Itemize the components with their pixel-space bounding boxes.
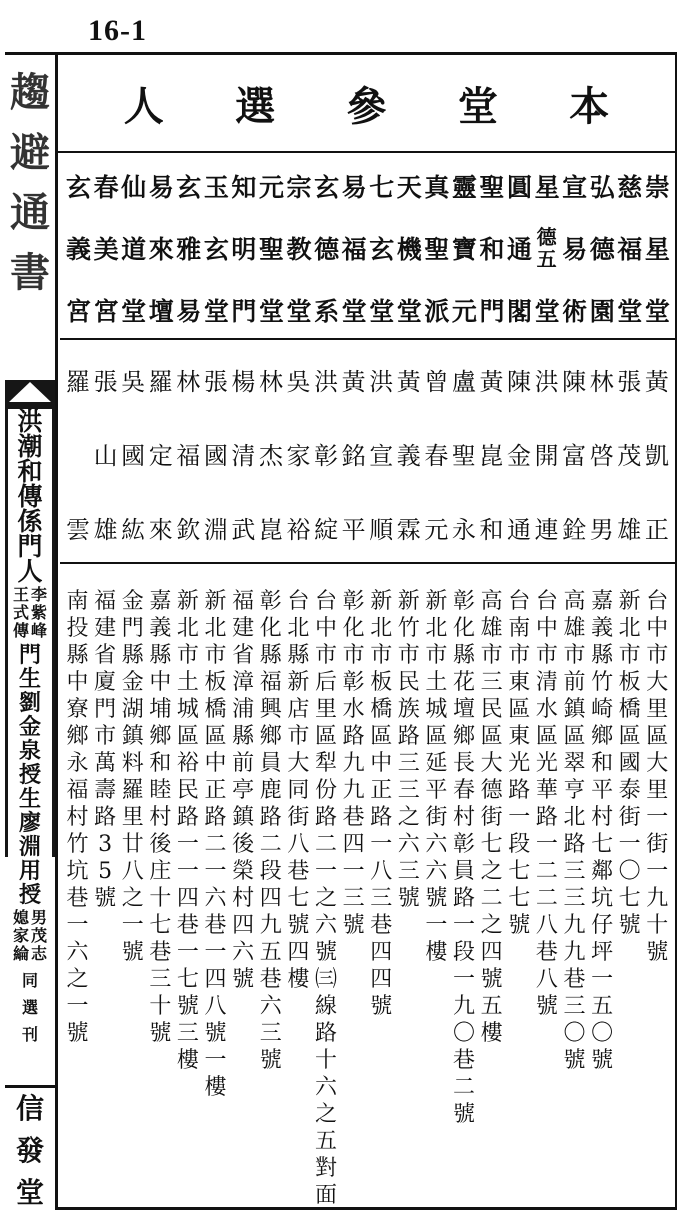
header-char: 選 [235, 82, 276, 130]
hall-char: 慈 [617, 173, 643, 202]
editors-pair [8, 909, 52, 963]
hall-char: 德 [314, 235, 340, 264]
note-char: 同 [21, 971, 38, 990]
editor-char: 洪 [17, 407, 43, 436]
hall-char: 玄 [369, 235, 395, 264]
editor-char: 潮 [17, 432, 43, 461]
disciple-char: 金 [18, 714, 41, 740]
disciple-char: 廖 [18, 810, 41, 836]
address-column: 新竹市民族路三三之六三號 [397, 589, 420, 911]
hall-char: 道 [121, 235, 147, 264]
person-name-char: 林 [589, 367, 614, 396]
header-char: 本 [569, 82, 610, 130]
address-column: 嘉義縣中埔鄉和睦村後庄十七巷三十號 [149, 589, 172, 1046]
person-name-char: 雄 [617, 515, 642, 544]
hall-char: 壇 [148, 297, 174, 326]
book-title-char: 通 [10, 189, 50, 236]
editor-pair-char: 綸 [12, 944, 29, 963]
person-name-char: 林 [176, 367, 201, 396]
addresses-section [60, 566, 675, 1206]
disciple-char: 泉 [18, 738, 41, 764]
address-columns [66, 588, 669, 1209]
person-name-char: 正 [644, 515, 669, 544]
hall-char: 堂 [121, 297, 147, 326]
hall-char: 堂 [644, 297, 670, 326]
note-char: 刊 [21, 1025, 38, 1044]
disciple-char: 授 [18, 762, 41, 788]
hall-char: 宗 [286, 173, 312, 202]
names-row-given1 [60, 416, 675, 490]
person-name-char: 通 [507, 515, 531, 544]
person-name-char: 茂 [617, 441, 642, 470]
hall-char: 真 [424, 173, 450, 202]
person-name-char: 洪 [534, 367, 559, 396]
spine-credits [8, 409, 52, 1139]
person-name-char: 和 [479, 515, 504, 544]
hall-char: 聖 [424, 235, 450, 264]
person-name-char: 聖 [451, 441, 476, 470]
editor-pair-char: 志 [30, 944, 47, 963]
spine [5, 55, 55, 1207]
editor-char: 門 [17, 532, 43, 561]
hall-char: 仙 [121, 173, 147, 202]
hall-char: 教 [286, 235, 312, 264]
book-title-char: 書 [10, 249, 50, 296]
person-name-char: 裕 [286, 515, 311, 544]
hall-char: 門 [479, 297, 505, 326]
person-name-char: 崑 [258, 515, 283, 544]
editor-pair-char: 媳 [12, 908, 29, 927]
co-editors-left [12, 586, 30, 640]
hall-char: 系 [314, 297, 340, 326]
spine-notch [9, 382, 51, 402]
note-column [8, 967, 52, 1048]
person-name-char: 陳 [507, 367, 531, 396]
hall-char: 術 [562, 297, 588, 326]
hall-char: 福 [341, 235, 367, 264]
person-name-char: 楊 [231, 367, 256, 396]
person-name-char: 定 [148, 441, 173, 470]
hall-char: 機 [396, 235, 422, 264]
hall-char: 易 [562, 235, 588, 264]
publisher-char: 信 [15, 1092, 44, 1125]
address-column: 新北市土城區延平街六六號一樓 [425, 589, 448, 965]
hall-char: 堂 [534, 297, 560, 326]
person-name-char: 羅 [66, 367, 90, 396]
co-editor-char: 王 [12, 585, 29, 604]
person-names-section [60, 342, 675, 564]
names-row-given2 [60, 490, 675, 564]
hall-char: 七 [369, 173, 395, 202]
person-name-char: 武 [231, 515, 256, 544]
editor-char: 人 [17, 557, 43, 586]
hall-char: 靈 [451, 173, 477, 202]
hall-char: 聖 [258, 235, 284, 264]
address-column: 台中市后里區犁份路二一之六號㈢線路十六之五對面 [314, 589, 337, 1208]
header-char: 堂 [457, 82, 498, 130]
hall-char: 和 [479, 235, 505, 264]
hall-char: 明 [231, 235, 257, 264]
hall-char: 義 [66, 235, 92, 264]
person-name-char: 雲 [66, 515, 90, 544]
hall-char: 春 [93, 173, 119, 202]
publisher [5, 1085, 55, 1210]
editor-char: 和 [17, 457, 43, 486]
person-name-char: 元 [424, 515, 449, 544]
person-name-char: 綻 [314, 515, 339, 544]
hall-char: 玄 [203, 235, 229, 264]
names-row-surname [60, 342, 675, 416]
person-name-char: 盧 [451, 367, 476, 396]
hall-char: 星 [534, 173, 560, 202]
person-name-char: 清 [231, 441, 256, 470]
person-name-char: 國 [203, 441, 228, 470]
book-title [5, 63, 55, 303]
hall-char: 宮 [66, 297, 92, 326]
person-name-char: 銓 [562, 515, 587, 544]
publisher-char: 發 [15, 1134, 44, 1167]
person-name-char: 開 [534, 441, 559, 470]
person-name-char: 永 [451, 515, 476, 544]
header-char: 人 [123, 82, 164, 130]
person-name-char: 義 [396, 441, 421, 470]
address-column: 福建省漳浦縣前亭鎮後榮村四六號 [232, 589, 255, 992]
address-column: 新北市板橋區中正路一八三巷四四號 [370, 589, 393, 1019]
hall-char: 堂 [617, 297, 643, 326]
person-name-char: 陳 [562, 367, 587, 396]
address-column: 台南市東區東光路一段七七號 [508, 589, 531, 938]
hall-char: 玄 [314, 173, 340, 202]
person-name-char: 凱 [644, 441, 669, 470]
person-name-char: 洪 [369, 367, 394, 396]
hall-char: 元 [258, 173, 284, 202]
hall-row-middle [60, 217, 675, 279]
publisher-char: 堂 [15, 1176, 44, 1209]
person-name-char: 雄 [93, 515, 118, 544]
address-column: 新北市板橋區國泰街一〇七號 [618, 589, 641, 938]
person-name-char: 金 [507, 441, 531, 470]
address-column: 金門縣金湖鎮料羅里廿八之一號 [121, 589, 144, 965]
co-editors-right [30, 586, 48, 640]
co-editor-char: 峰 [30, 621, 47, 640]
person-name-char: 張 [203, 367, 228, 396]
address-column: 高雄市三民區大德街七之二之四號五樓 [480, 589, 503, 1046]
hall-char: 德 [589, 235, 615, 264]
hall-char: 堂 [258, 297, 284, 326]
hall-char: 星 [644, 235, 670, 264]
person-name-char: 福 [176, 441, 201, 470]
hall-char: 門 [231, 297, 257, 326]
hall-char: 堂 [203, 297, 229, 326]
disciple-char: 劉 [18, 690, 41, 716]
hall-char: 天 [396, 173, 422, 202]
co-editor-char: 傳 [12, 621, 29, 640]
hall-char: 易 [176, 297, 202, 326]
editor-pair-char: 家 [12, 926, 29, 945]
person-name-char: 山 [93, 441, 118, 470]
person-name-char: 春 [424, 441, 449, 470]
co-editor-char: 李 [30, 585, 47, 604]
person-name-char: 黃 [341, 367, 366, 396]
person-name-char: 富 [562, 441, 587, 470]
editors-pair-left [12, 909, 30, 963]
editor-char: 傳 [17, 482, 43, 511]
co-editors [8, 586, 52, 640]
address-column: 福建省廈門市萬壽路35號 [94, 589, 117, 911]
hall-char: 閣 [507, 297, 533, 326]
spine-divider [55, 55, 58, 1207]
hall-char: 福 [617, 235, 643, 264]
person-name-char: 張 [617, 367, 642, 396]
person-name-char: 國 [121, 441, 146, 470]
disciple-char: 授 [18, 882, 41, 908]
person-name-char: 黃 [479, 367, 504, 396]
hall-char: 堂 [286, 297, 312, 326]
hall-char-part: 五 [536, 247, 557, 271]
hall-char: 宮 [93, 297, 119, 326]
person-name-char: 洪 [314, 367, 339, 396]
address-column: 彰化市彰水路九九巷四一三號 [342, 589, 365, 938]
hall-char: 堂 [341, 297, 367, 326]
disciple-char: 生 [18, 786, 41, 812]
person-name-char: 順 [369, 515, 394, 544]
address-column: 新北市土城區裕民路一一四巷一七號三樓 [176, 589, 199, 1073]
note-char: 選 [21, 998, 38, 1017]
hall-char: 圓 [507, 173, 533, 202]
address-column: 南投縣中寮鄉永福村竹坑巷一六之一號 [66, 589, 89, 1046]
hall-char: 聖 [479, 173, 505, 202]
hall-char: 宣 [562, 173, 588, 202]
person-name-char: 黃 [644, 367, 669, 396]
person-name-char: 啓 [589, 441, 614, 470]
page-header [58, 55, 675, 153]
person-name-char: 杰 [258, 441, 283, 470]
person-name-char: 來 [148, 515, 173, 544]
person-name-char: 崑 [479, 441, 504, 470]
editor-char: 係 [17, 507, 43, 536]
person-name-char: 羅 [148, 367, 173, 396]
disciple-char: 用 [18, 858, 41, 884]
hall-char: 玉 [203, 173, 229, 202]
address-column: 彰化縣福興鄉員鹿路二段四九五巷六三號 [259, 589, 282, 1073]
person-name-char: 吳 [286, 367, 311, 396]
hall-char [535, 226, 559, 270]
address-column: 高雄市前鎮區翠亨北路三三九九巷三〇號 [563, 589, 586, 1073]
hall-char: 堂 [396, 297, 422, 326]
hall-char: 玄 [66, 173, 92, 202]
person-name-char: 張 [93, 367, 118, 396]
person-name-char: 曾 [424, 367, 449, 396]
person-name-char: 吳 [121, 367, 146, 396]
address-column: 台北縣新店市大同街八巷七號四樓 [287, 589, 310, 992]
hall-names-section [60, 155, 675, 340]
person-name-char: 連 [534, 515, 559, 544]
person-name-char: 家 [286, 441, 311, 470]
hall-char: 雅 [176, 235, 202, 264]
book-title-char: 避 [10, 129, 50, 176]
hall-char: 易 [148, 173, 174, 202]
hall-char: 美 [93, 235, 119, 264]
hall-char: 通 [507, 235, 533, 264]
editors-pair-right [30, 909, 48, 963]
hall-char: 元 [451, 297, 477, 326]
address-column: 台中市大里區大里一街一九十號 [646, 589, 669, 965]
editor-pair-char: 男 [30, 908, 47, 927]
hall-char: 崇 [644, 173, 670, 202]
address-column: 台中市清水區光華路一二二八巷八號 [535, 589, 558, 1019]
hall-row-bottom [60, 279, 675, 341]
disciple-char: 門 [18, 642, 41, 668]
person-name-char: 男 [589, 515, 614, 544]
co-editor-char: 紫 [30, 603, 47, 622]
header-char: 參 [346, 82, 387, 130]
person-name-char: 紘 [121, 515, 146, 544]
disciple-char: 淵 [18, 834, 41, 860]
hall-char: 派 [424, 297, 450, 326]
hall-row-top [60, 155, 675, 217]
book-title-char: 趨 [10, 69, 50, 116]
hall-char: 玄 [176, 173, 202, 202]
disciples-column [8, 643, 52, 907]
hall-char-part: 德 [536, 225, 557, 249]
hall-char: 來 [148, 235, 174, 264]
co-editor-char: 式 [12, 603, 29, 622]
hall-char: 園 [589, 297, 615, 326]
person-name-char: 銘 [341, 441, 366, 470]
hall-char: 堂 [369, 297, 395, 326]
person-name-char: 霖 [396, 515, 421, 544]
page-number: 16-1 [88, 14, 147, 47]
person-name-char: 欽 [176, 515, 201, 544]
disciple-char: 生 [18, 666, 41, 692]
hall-char: 知 [231, 173, 257, 202]
person-name-char: 彰 [314, 441, 339, 470]
person-name-char: 林 [258, 367, 283, 396]
hall-char: 易 [341, 173, 367, 202]
hall-char: 寶 [451, 235, 477, 264]
person-name-char: 宣 [369, 441, 394, 470]
address-column: 嘉義縣竹崎鄉和平村七鄰坑仔坪一五〇號 [591, 589, 614, 1073]
editor-pair-char: 茂 [30, 926, 47, 945]
address-column: 彰化縣花壇鄉長春村彰員路一段一九〇巷二號 [453, 589, 476, 1127]
person-name-char: 黃 [396, 367, 421, 396]
address-column: 新北市板橋區中正路二一六巷一四八號一樓 [204, 589, 227, 1100]
hall-char: 弘 [589, 173, 615, 202]
person-name-char: 淵 [203, 515, 228, 544]
person-name-char: 平 [341, 515, 366, 544]
editor-column [8, 409, 52, 584]
